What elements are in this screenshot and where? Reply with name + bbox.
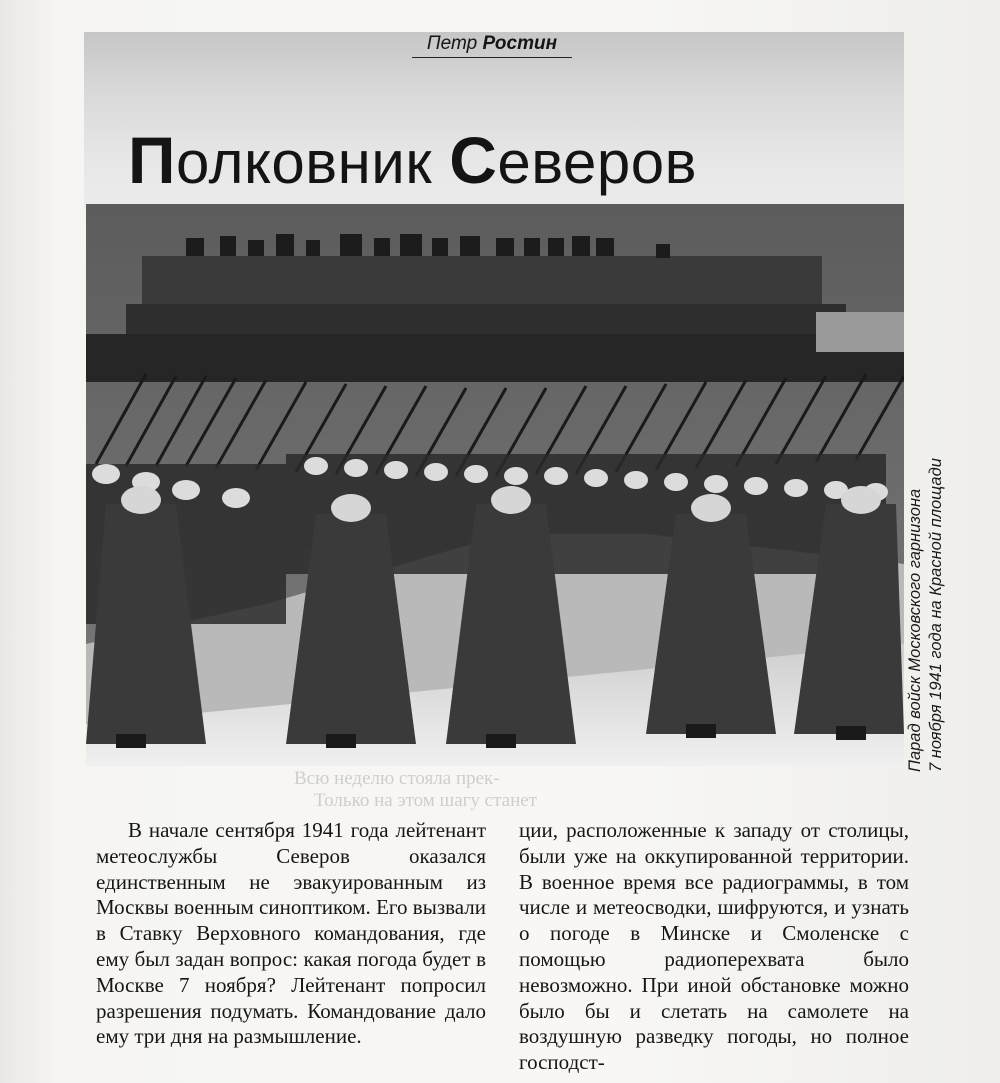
title-first-word: Полковник [128, 123, 433, 197]
article-column-left [96, 818, 486, 1078]
author-last-name: Ростин [482, 33, 558, 54]
bleed-line-2: Только на этом шагу станет [314, 790, 537, 811]
parade-photo [86, 204, 904, 766]
bleed-through-text [84, 768, 904, 814]
article-column-right [519, 818, 909, 1078]
left-column-paragraph: В начале сентября 1941 года лейтенант метеослужбы Северов оказался единственным не эвакуированным из Москвы военным синоптиком. Его вызвали в Ставку Верховного командования, где ему был задан вопрос: какая погода будет в Москве 7 ноября? Лейтенант попросил разрешения подумать. Командование дало ему три дня на размышление. [96, 818, 486, 1049]
author-first-name: Петр [426, 33, 478, 54]
title-second-word: Северов [449, 123, 697, 197]
caption-line-2: 7 ноября 1941 года на Красной площади [927, 458, 945, 772]
bleed-line-1: Всю неделю стояла прек- [294, 768, 500, 789]
article-title [128, 122, 868, 202]
right-column-paragraph: ции, расположенные к западу от столицы, были уже на оккупированной территории. В военное время все радиограммы, в том числе и метеосводки, шифруются, и узнать о погоде в Минске и Смоленске с помощью радиоперехвата было невозможно. При иной обстановке можно было бы и слетать на самолете на воздушную разведку погоды, но полное господст- [519, 818, 909, 1075]
parade-photo-illustration [86, 204, 904, 766]
caption-line-1: Парад войск Московского гарнизона [906, 488, 924, 772]
author-byline [412, 33, 572, 58]
photo-caption [905, 212, 951, 772]
